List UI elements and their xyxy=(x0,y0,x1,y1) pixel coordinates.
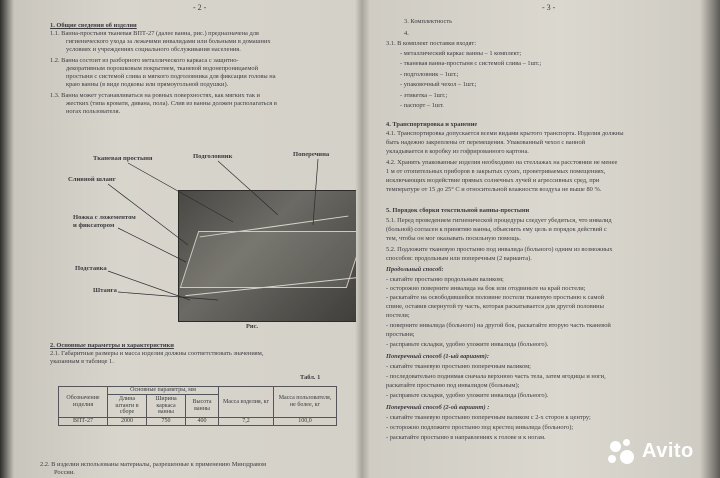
table-cell: 750 xyxy=(147,418,186,426)
table-cell: 7,2 xyxy=(219,418,274,426)
table-title: Табл. 1 xyxy=(300,374,321,381)
table-cell: 2000 xyxy=(108,418,147,426)
watermark-dot xyxy=(608,455,616,463)
paragraph-line: указанным в таблице 1. xyxy=(50,358,114,365)
transverse-method-2-title: Поперечный способ (2-ой вариант) : xyxy=(386,404,490,411)
paragraph-line: 1.2. Ванна состоит из разборного металлического каркаса с защитно- xyxy=(50,57,239,64)
table-header-cell: Масса пользователя, не более, кг xyxy=(274,387,337,418)
section-1-title: 1. Общие сведения об изделии xyxy=(50,22,137,29)
section-3-title: 3. Комплектность xyxy=(404,18,453,25)
table-header-cell: Обозначение изделия xyxy=(59,387,108,418)
callout-fabric-sheet: Тканевая простыня xyxy=(93,155,153,162)
list-line: - паспорт – 1шт. xyxy=(400,102,444,109)
list-line: постели; xyxy=(386,312,410,319)
paragraph-line: 1.3. Ванна может устанавливаться на ровных поверхностях, как мягких так и xyxy=(50,92,260,99)
paragraph-line: 1.1. Ванна-простыня тканевая ВПТ-27 (далее ванна, рис.) предназначена для xyxy=(50,30,259,37)
paragraph-line: исключающих воздействие прямых солнечных лучей и агрессивных сред, при xyxy=(386,177,600,184)
section-4-title: 4. Транспортировка и хранение xyxy=(386,121,478,128)
table-row xyxy=(59,418,337,426)
watermark-text: Avito xyxy=(642,440,694,462)
list-line: - тканевая ванна-простыня с системой слива – 1шт.; xyxy=(400,60,542,67)
paragraph-line: простыни с системой слива и мягкого подголовника для фиксации головы на xyxy=(66,73,276,80)
transverse-method-1-title: Поперечный способ (1-ый вариант): xyxy=(386,353,490,360)
table-header-cell: Длина штанги в сборе xyxy=(108,395,147,418)
section-2-title: 2. Основные параметры и характеристики xyxy=(50,342,174,349)
paragraph-line: способов: продольным или поперечным (2 варианта). xyxy=(386,255,532,262)
table-header-cell: Ширина каркаса ванны xyxy=(147,395,186,418)
list-line: - раскатайте простыню в направлениях к голове и к ногам. xyxy=(386,434,546,441)
paragraph-line: 2.1. Габаритные размеры и масса изделия должны соответствовать значениям, xyxy=(50,350,264,357)
paragraph-line: краю ванны (в виде подковы или прямоугольной подушки). xyxy=(66,81,229,88)
callout-stand: Подставка xyxy=(75,265,107,272)
list-line: - расправьте складки, удобно уложите инвалида (больного). xyxy=(386,341,549,348)
list-line: простыни; xyxy=(386,331,415,338)
paragraph-line: (больной) согласен к принятию ванны, объяснить ему цель и порядок действий с xyxy=(386,226,607,233)
paragraph-line: укладывается в коробку из гофрированного картона. xyxy=(386,148,529,155)
paragraph-line: условиях и учреждениях социального обслуживания населения. xyxy=(66,46,241,53)
avito-watermark xyxy=(606,438,706,466)
specification-table xyxy=(58,386,337,426)
list-line: - расправьте складки, удобно уложите инвалида (больного). xyxy=(386,392,549,399)
watermark-dot xyxy=(610,441,621,452)
left-page xyxy=(18,0,356,478)
paragraph-line: жестких (типа кровати, дивана, пола). Слив из ванны должен располагаться в xyxy=(66,100,277,107)
paragraph-line: России. xyxy=(54,469,75,476)
table-header-cell: Высота ванны xyxy=(186,395,219,418)
callout-headrest: Подголовник xyxy=(193,153,233,160)
paragraph-line: температуре от 15 до 25° С и относительной влажности воздуха не выше 80 %. xyxy=(386,186,602,193)
list-line: раскатайте простыню под инвалидом (больным); xyxy=(386,382,520,389)
table-cell: ВПТ-27 xyxy=(59,418,108,426)
list-line: - осторожно поверните инвалида на бок или отодвиньте на край постели; xyxy=(386,285,586,292)
paragraph-line: 1 м от отопительных приборов в закрытых сухих, проветриваемых помещениях, xyxy=(386,168,606,175)
paragraph-line: тем, чтобы он мог оказывать посильную помощь. xyxy=(386,235,521,242)
list-line: - осторожно подложите простыню под крестец инвалида (больного); xyxy=(386,424,574,431)
callout-leg-line2: и фиксатором xyxy=(73,222,115,229)
paragraph-line: 4.2. Хранить упакованные изделия необходимо на стеллажах на расстоянии не менее xyxy=(386,159,618,166)
right-page xyxy=(370,0,710,478)
list-line: - скатайте простыню продольным валиком; xyxy=(386,276,504,283)
callout-bar: Штанга xyxy=(93,287,117,294)
paragraph-line: ногах пользователя. xyxy=(66,108,121,115)
longitudinal-method-title: Продольный способ: xyxy=(386,266,444,273)
paragraph-line: 5.2. Подложите тканевую простыню под инвалида (больного) одним из возможных xyxy=(386,246,613,253)
table-cell: 400 xyxy=(186,418,219,426)
table-header-cell: Масса изделия, кг xyxy=(219,387,274,418)
callout-leg: Ножка с ложементом xyxy=(73,214,136,221)
list-line: - скатайте тканевую простыню поперечным валиком с 2-х сторон к центру; xyxy=(386,414,591,421)
list-line: 3.1. В комплект поставки входят: xyxy=(386,40,476,47)
list-line: - поверните инвалида (больного) на другой бок, раскатайте вторую часть тканевой xyxy=(386,322,611,329)
section-5-title: 5. Порядок сборки текстильной ванны-простыни xyxy=(386,207,530,214)
paragraph-line: быть надежно закреплены от перемещения. Упакованный чехол с ванной xyxy=(386,139,586,146)
section-4-number: 4. xyxy=(404,30,409,37)
list-line: - этикетка – 1шт.; xyxy=(400,92,448,99)
list-line: - скатайте тканевую простыню поперечным валиком; xyxy=(386,363,531,370)
table-cell: 100,0 xyxy=(274,418,337,426)
page-number-left: - 2 - xyxy=(193,3,207,12)
paragraph-line: 4.1. Транспортировка допускается всеми видами крытого транспорта. Изделия должны xyxy=(386,130,624,137)
list-line: - последовательно поднимая сначала верхнюю часть тела, затем ягодицы и ноги, xyxy=(386,373,606,380)
callout-drain-hose: Сливной шланг xyxy=(68,176,116,183)
list-line: спине, оставив свернутой ту часть, которая раскатывается для другой половины xyxy=(386,303,604,310)
paragraph-line: гигиенического ухода за лежачими инвалидами или больными в домашних xyxy=(66,38,271,45)
paragraph-line: 5.1. Перед проведением гигиенической процедуры следует убедиться, что инвалид xyxy=(386,217,612,224)
watermark-dot xyxy=(620,450,634,464)
callout-crossbar: Поперечина xyxy=(293,151,330,158)
list-line: - раскатайте на освободившейся половине постели тканевую простыню к самой xyxy=(386,294,605,301)
paragraph-line: 2.2. В изделии использованы материалы, разрешенные к применению Минздравом xyxy=(40,461,267,468)
page-number-right: - 3 - xyxy=(542,3,556,12)
paragraph-line: декоративным порошковым покрытием, тканевой водонепроницаемой xyxy=(66,65,259,72)
figure-caption: Рис. xyxy=(246,323,259,330)
list-line: - упаковочный чехол – 1шт.; xyxy=(400,81,477,88)
list-line: - металлический каркас ванны – 1 комплект; xyxy=(400,50,522,57)
table-group-header: Основные параметры, мм xyxy=(108,387,219,395)
watermark-dot xyxy=(623,439,630,446)
list-line: - подголовник – 1шт.; xyxy=(400,71,459,78)
